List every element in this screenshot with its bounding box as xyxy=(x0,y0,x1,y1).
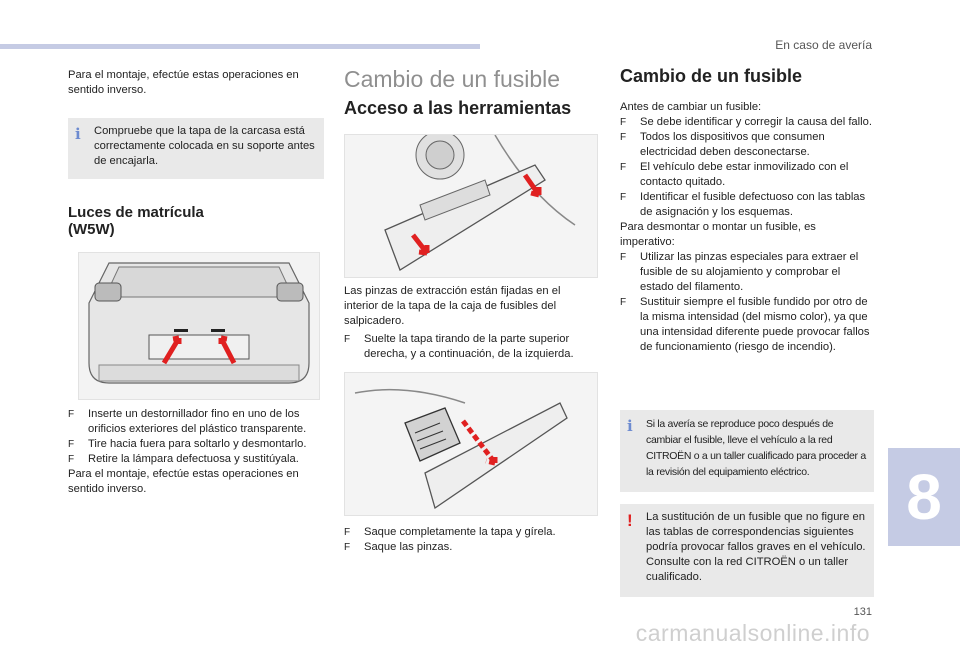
list-item: F Saque completamente la tapa y gírela. xyxy=(344,526,556,538)
left-steps xyxy=(68,407,326,497)
section-title-fuse: Cambio de un fusible xyxy=(620,66,803,86)
chapter-tab: 8 xyxy=(888,448,960,546)
warning-icon: ! xyxy=(627,511,633,530)
right-para2: Para desmontar o montar un fusible, es imperativo: xyxy=(620,221,816,248)
page-number: 131 xyxy=(853,606,872,618)
list-item: F Saque las pinzas. xyxy=(344,541,453,553)
list-item: F Utilizar las pinzas especiales para extraer el fusible de su alojamiento y comprobar el estado del filamento. xyxy=(620,251,859,293)
header-accent-bar xyxy=(0,44,480,49)
bullet-icon: F xyxy=(344,527,351,538)
section-title-tools: Acceso a las herramientas xyxy=(344,98,572,118)
bullet-icon: F xyxy=(620,132,627,143)
bullet-icon: F xyxy=(620,117,627,128)
warning-note xyxy=(620,504,874,597)
info-icon: i xyxy=(627,417,633,435)
right-text xyxy=(620,100,872,355)
bullet-icon: F xyxy=(620,297,627,308)
bullet-icon: F xyxy=(620,192,627,203)
page-title: Cambio de un fusible xyxy=(344,66,561,92)
list-item: F Todos los dispositivos que consumen electricidad deben desconectarse. xyxy=(620,131,825,158)
list-item: F Identificar el fusible defectuoso con las tablas de asignación y los esquemas. xyxy=(620,191,866,218)
right-intro: Antes de cambiar un fusible: xyxy=(620,101,762,113)
fusebox-tweezers-illustration xyxy=(344,372,598,516)
info-note-left xyxy=(68,118,324,179)
fusebox-cover-illustration xyxy=(344,134,598,278)
bullet-icon: F xyxy=(344,542,351,553)
chapter-title: En caso de avería xyxy=(775,38,872,52)
list-item: F Sustituir siempre el fusible fundido por otro de la misma intensidad (del mismo color), ya que una intensidad diferente puede provocar fallos de funcionamiento (riesgo de incendio). xyxy=(620,296,870,353)
list-item: F Retire la lámpara defectuosa y sustitúyala. xyxy=(68,453,299,465)
middle-steps xyxy=(344,525,594,555)
warning-text: La sustitución de un fusible que no figure en las tablas de correspondencias siguientes podría provocar fallos graves en el vehículo. Consulte con la red CITROËN o un taller cualificado. xyxy=(646,511,866,583)
left-outro: Para el montaje, efectúe estas operaciones en sentido inverso. xyxy=(68,468,299,495)
middle-para: Las pinzas de extracción están fijadas en el interior de la tapa de la caja de fusibles del salpicadero. xyxy=(344,285,561,327)
bullet-icon: F xyxy=(68,454,75,465)
list-item: F Inserte un destornillador fino en uno de los orificios exteriores del plástico transparente. xyxy=(68,408,307,435)
bullet-icon: F xyxy=(68,409,75,420)
bullet-icon: F xyxy=(68,439,75,450)
left-intro: Para el montaje, efectúe estas operaciones en sentido inverso. xyxy=(68,69,299,96)
list-item: F Se debe identificar y corregir la causa del fallo. xyxy=(620,116,872,128)
bullet-icon: F xyxy=(620,252,627,263)
section-title-plate-lamps: Luces de matrícula (W5W) xyxy=(68,204,204,238)
info-note-text: Si la avería se reproduce poco después de cambiar el fusible, lleve el vehículo a la red CITROËN o a un taller cualificado para proceder a la revisión del equipamiento eléctrico. xyxy=(646,418,866,478)
list-item: F El vehículo debe estar inmovilizado con el contacto quitado. xyxy=(620,161,849,188)
info-icon: i xyxy=(75,125,81,143)
rear-car-illustration xyxy=(78,252,320,400)
info-note-text: Compruebe que la tapa de la carcasa está correctamente colocada en su soporte antes de encajarla. xyxy=(94,125,315,167)
list-item: F Tire hacia fuera para soltarlo y desmontarlo. xyxy=(68,438,307,450)
bullet-icon: F xyxy=(344,334,351,345)
bullet-icon: F xyxy=(620,162,627,173)
watermark: carmanualsonline.info xyxy=(635,620,870,646)
list-item: F Suelte la tapa tirando de la parte superior derecha, y a continuación, de la izquierda. xyxy=(344,333,574,360)
info-note-right xyxy=(620,410,874,492)
